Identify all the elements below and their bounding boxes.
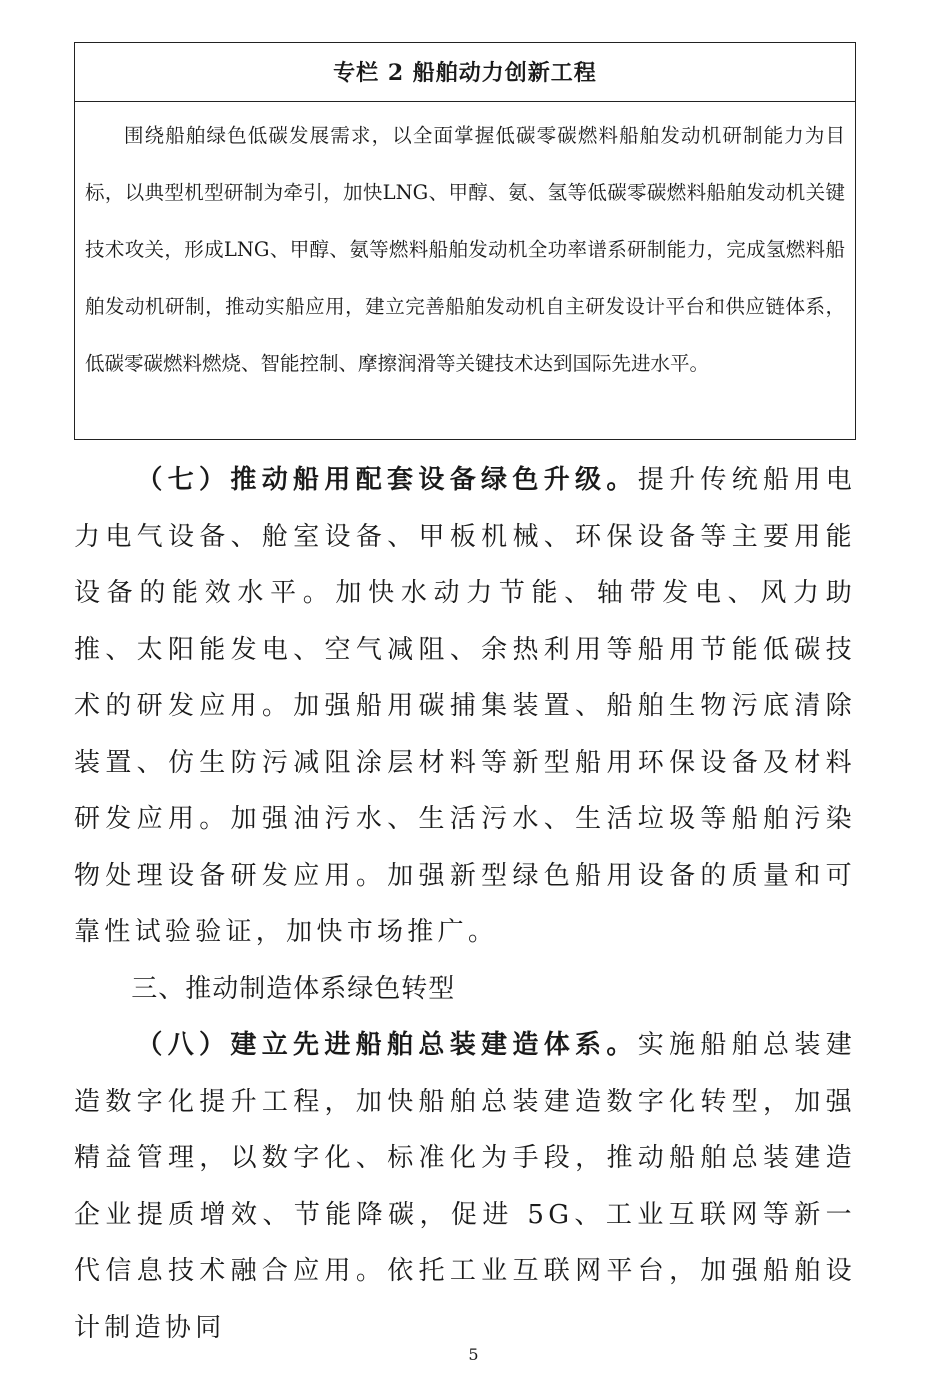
- section-7-body: 提升传统船用电力电气设备、舱室设备、甲板机械、环保设备等主要用能设备的能效水平。加快水动力节能、轴带发电、风力助推、太阳能发电、空气减阻、余热利用等船用节能低碳技术的研发应用。加强船用碳捕集装置、船舶生物污底清除装置、仿生防污减阻涂层材料等新型船用环保设备及材料研发应用。加强油污水、生活污水、生活垃圾等船舶污染物处理设备研发应用。加强新型绿色船用设备的质量和可靠性试验验证，加快市场推广。: [74, 465, 856, 947]
- section-8-lead: （八）建立先进船舶总装建造体系。: [136, 1030, 638, 1060]
- special-column-body: 围绕船舶绿色低碳发展需求，以全面掌握低碳零碳燃料船舶发动机研制能力为目标，以典型机型研制为牵引，加快LNG、甲醇、氨、氢等低碳零碳燃料船舶发动机关键技术攻关，形成LNG、甲醇、氨等燃料船舶发动机全功率谱系研制能力，完成氢燃料船舶发动机研制，推动实船应用，建立完善船舶发动机自主研发设计平台和供应链体系，低碳零碳燃料燃烧、智能控制、摩擦润滑等关键技术达到国际先进水平。: [85, 124, 845, 375]
- special-column-title: 专栏 2 船舶动力创新工程: [75, 43, 855, 102]
- section-7-lead: （七）推动船用配套设备绿色升级。: [136, 465, 638, 495]
- section-7-paragraph: [74, 452, 856, 961]
- section-8-paragraph: [74, 1017, 856, 1356]
- section-8-body: 实施船舶总装建造数字化提升工程，加快船舶总装建造数字化转型，加强精益管理，以数字化、标准化为手段，推动船舶总装建造企业提质增效、节能降碳，促进 5G、工业互联网等新一代信息技术融合应用。依托工业互联网平台，加强船舶设计制造协同: [74, 1030, 856, 1343]
- special-column-box: [74, 42, 856, 440]
- page-number: 5: [468, 1345, 479, 1364]
- main-content: [74, 452, 856, 1356]
- section-heading-3: 三、推动制造体系绿色转型: [131, 973, 456, 1004]
